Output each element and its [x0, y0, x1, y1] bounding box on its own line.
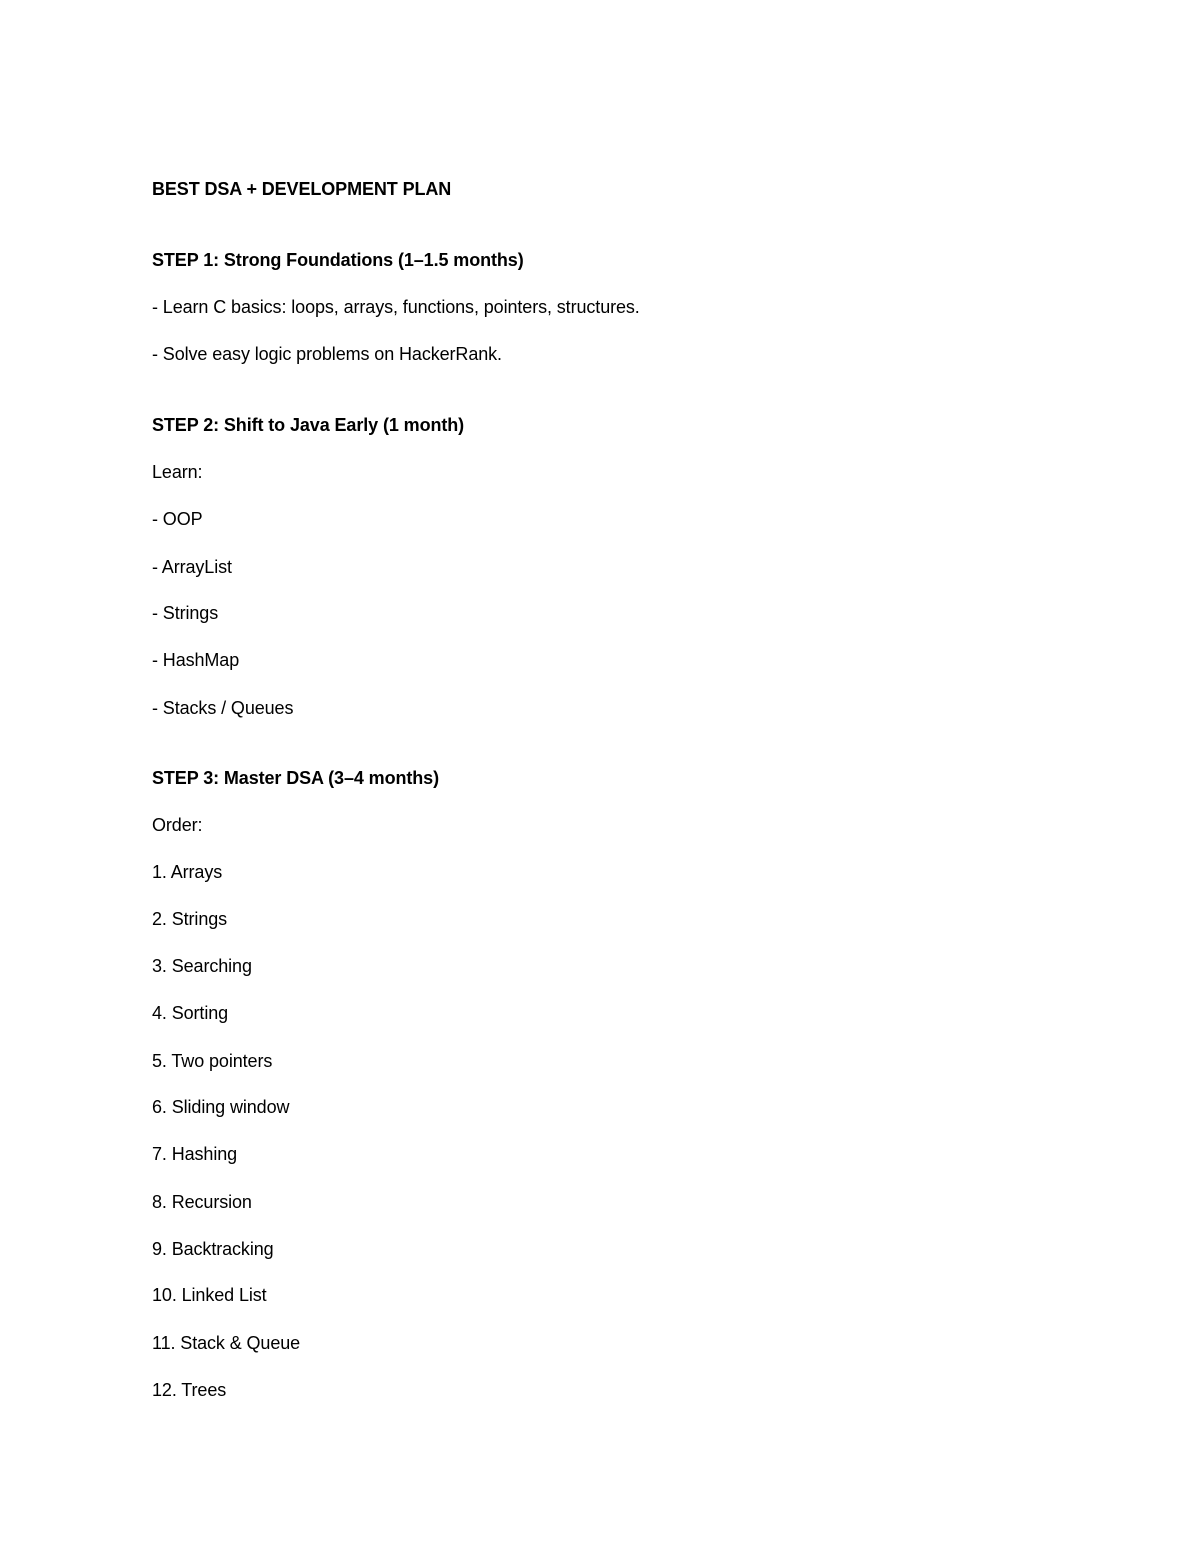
list-item: 11. Stack & Queue [152, 1333, 301, 1353]
step3-heading: STEP 3: Master DSA (3–4 months) [152, 768, 439, 788]
list-item: - Stacks / Queues [152, 698, 294, 718]
list-item: 1. Arrays [152, 862, 223, 882]
list-item: 9. Backtracking [152, 1239, 274, 1259]
list-item: 3. Searching [152, 956, 252, 976]
step2-heading: STEP 2: Shift to Java Early (1 month) [152, 415, 465, 435]
step3-intro: Order: [152, 815, 203, 835]
list-item: - Learn C basics: loops, arrays, functions, pointers, structures. [152, 297, 640, 317]
list-item: - ArrayList [152, 557, 232, 577]
list-item: - OOP [152, 509, 203, 529]
list-item: 6. Sliding window [152, 1097, 290, 1117]
list-item: 5. Two pointers [152, 1051, 273, 1071]
list-item: 10. Linked List [152, 1285, 267, 1305]
list-item: 12. Trees [152, 1380, 227, 1400]
step2-intro: Learn: [152, 462, 203, 482]
list-item: 2. Strings [152, 909, 228, 929]
list-item: 7. Hashing [152, 1144, 238, 1164]
document-title: BEST DSA + DEVELOPMENT PLAN [152, 179, 452, 199]
list-item: 8. Recursion [152, 1192, 252, 1212]
step1-heading: STEP 1: Strong Foundations (1–1.5 months) [152, 250, 524, 270]
list-item: - Solve easy logic problems on HackerRank. [152, 344, 502, 364]
list-item: 4. Sorting [152, 1003, 229, 1023]
list-item: - HashMap [152, 650, 240, 670]
list-item: - Strings [152, 603, 219, 623]
